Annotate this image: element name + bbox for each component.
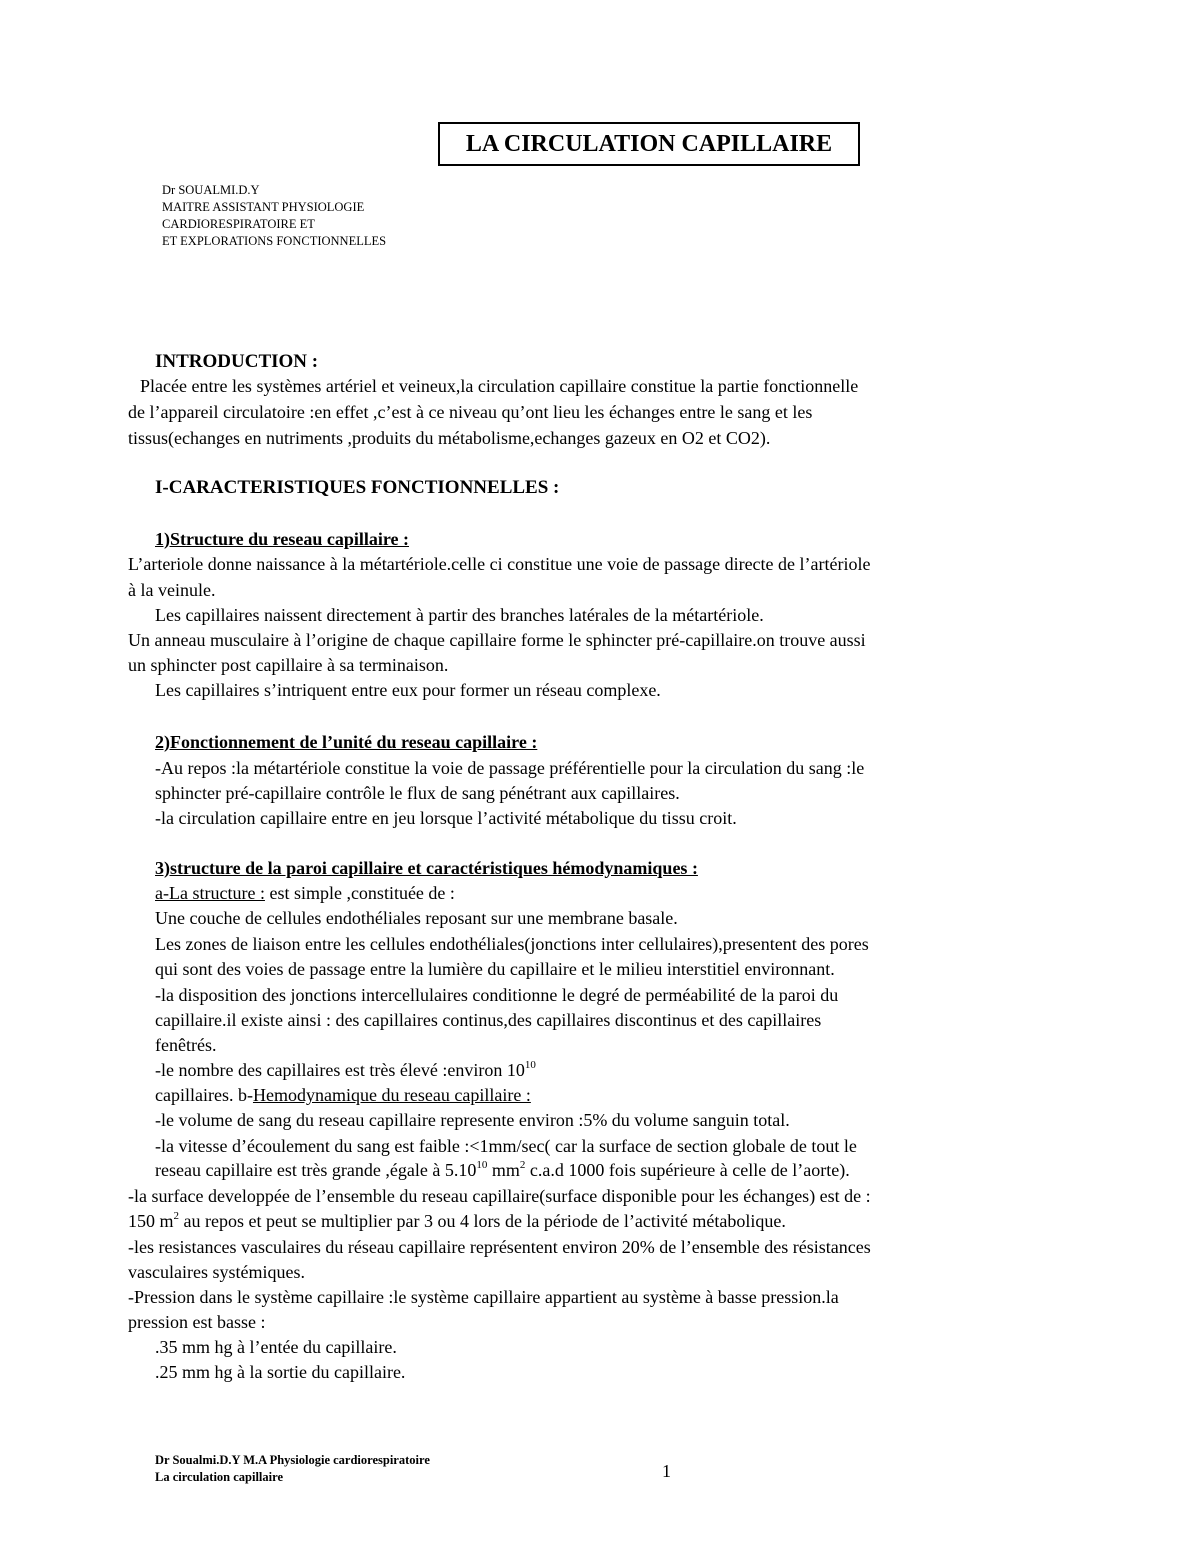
structure-label: a-La structure : — [155, 883, 265, 903]
intro-line-3: tissus(echanges en nutriments ,produits du métabolisme,echanges gazeux en O2 et CO2). — [128, 428, 771, 448]
paragraph-line: -la circulation capillaire entre en jeu lorsque l’activité métabolique du tissu croit. — [155, 808, 737, 828]
surface-area-value: 150 m — [128, 1211, 174, 1231]
paragraph-line: pression est basse : — [128, 1312, 266, 1332]
hemodynamics-prefix: capillaires. b- — [155, 1085, 253, 1105]
paragraph-line: -Pression dans le système capillaire :le système capillaire appartient au système à basse pression.la — [128, 1287, 839, 1307]
paragraph-line: L’arteriole donne naissance à la métartériole.celle ci constitue une voie de passage directe de l’artériole — [128, 554, 871, 574]
paragraph-line: Les capillaires s’intriquent entre eux pour former un réseau complexe. — [155, 680, 661, 700]
paragraph-line: qui sont des voies de passage entre la lumière du capillaire et le milieu interstitiel environnant. — [155, 959, 835, 979]
paragraph-line: Un anneau musculaire à l’origine de chaque capillaire forme le sphincter pré-capillaire.on trouve aussi — [128, 630, 866, 650]
surface-section-line — [155, 1160, 850, 1181]
paragraph-line: -les resistances vasculaires du réseau capillaire représentent environ 20% de l’ensemble des résistances — [128, 1237, 871, 1257]
surface-section-exponent: 10 — [476, 1159, 488, 1171]
subsection-1-heading: 1)Structure du reseau capillaire : — [155, 529, 409, 549]
surface-area-line — [128, 1211, 786, 1232]
structure-line — [155, 883, 455, 904]
subsection-3-heading: 3)structure de la paroi capillaire et caractéristiques hémodynamiques : — [155, 858, 698, 878]
paragraph-line: -la disposition des jonctions intercellulaires conditionne le degré de perméabilité de la paroi du — [155, 985, 839, 1005]
capillary-count-text: -le nombre des capillaires est très élevé :environ 10 — [155, 1060, 525, 1080]
paragraph-line: un sphincter post capillaire à sa terminaison. — [128, 655, 449, 675]
paragraph-line: Les zones de liaison entre les cellules endothéliales(jonctions inter cellulaires),presentent des pores — [155, 934, 869, 954]
paragraph-line: Les capillaires naissent directement à partir des branches latérales de la métartériole. — [155, 605, 764, 625]
paragraph-line: .25 mm hg à la sortie du capillaire. — [155, 1362, 406, 1382]
intro-line-1: Placée entre les systèmes artériel et veineux,la circulation capillaire constitue la partie fonctionnelle — [140, 376, 859, 396]
author-name: Dr SOUALMI.D.Y — [162, 183, 260, 197]
subsection-2-heading: 2)Fonctionnement de l’unité du reseau capillaire : — [155, 732, 538, 752]
paragraph-line: à la veinule. — [128, 580, 216, 600]
page-title: LA CIRCULATION CAPILLAIRE — [438, 122, 860, 166]
capillary-count-exponent: 10 — [524, 1059, 536, 1071]
hemodynamics-heading: Hemodynamique du reseau capillaire : — [252, 1085, 531, 1105]
author-title: MAITRE ASSISTANT PHYSIOLOGIE — [162, 200, 365, 214]
author-specialty-2: ET EXPLORATIONS FONCTIONNELLES — [162, 234, 387, 248]
capillary-count-line — [155, 1060, 536, 1081]
surface-section-unit-exponent: 2 — [519, 1159, 526, 1171]
paragraph-line: -la surface developpée de l’ensemble du reseau capillaire(surface disponible pour les échanges) est de : — [128, 1186, 871, 1206]
surface-area-rest: au repos et peut se multiplier par 3 ou 4 lors de la période de l’activité métabolique. — [179, 1211, 786, 1231]
author-specialty: CARDIORESPIRATOIRE ET — [162, 217, 315, 231]
paragraph-line: vasculaires systémiques. — [128, 1262, 305, 1282]
footer-title: La circulation capillaire — [155, 1470, 284, 1484]
surface-section-rest: c.a.d 1000 fois supérieure à celle de l’aorte). — [525, 1160, 850, 1180]
footer-author: Dr Soualmi.D.Y M.A Physiologie cardiorespiratoire — [155, 1453, 430, 1467]
page-number: 1 — [662, 1461, 671, 1481]
hemodynamics-line — [155, 1085, 531, 1106]
surface-section-text: reseau capillaire est très grande ,égale à 5.10 — [155, 1160, 477, 1180]
paragraph-line: -Au repos :la métartériole constitue la voie de passage préférentielle pour la circulation du sang :le — [155, 758, 865, 778]
surface-area-exponent: 2 — [173, 1210, 180, 1222]
structure-text: est simple ,constituée de : — [264, 883, 455, 903]
paragraph-line: .35 mm hg à l’entée du capillaire. — [155, 1337, 397, 1357]
paragraph-line: -le volume de sang du reseau capillaire represente environ :5% du volume sanguin total. — [155, 1110, 790, 1130]
section-1-heading: I-CARACTERISTIQUES FONCTIONNELLES : — [155, 477, 560, 498]
surface-section-unit: mm — [487, 1160, 520, 1180]
paragraph-line: capillaire.il existe ainsi : des capillaires continus,des capillaires discontinus et des capillaires — [155, 1010, 822, 1030]
paragraph-line: -la vitesse d’écoulement du sang est faible :<1mm/sec( car la surface de section globale de tout le — [155, 1136, 857, 1156]
paragraph-line: sphincter pré-capillaire contrôle le flux de sang pénétrant aux capillaires. — [155, 783, 680, 803]
paragraph-line: fenêtrés. — [155, 1035, 217, 1055]
intro-heading: INTRODUCTION : — [155, 351, 319, 372]
paragraph-line: Une couche de cellules endothéliales reposant sur une membrane basale. — [155, 908, 678, 928]
intro-line-2: de l’appareil circulatoire :en effet ,c’est à ce niveau qu’ont lieu les échanges entre le sang et les — [128, 402, 813, 422]
